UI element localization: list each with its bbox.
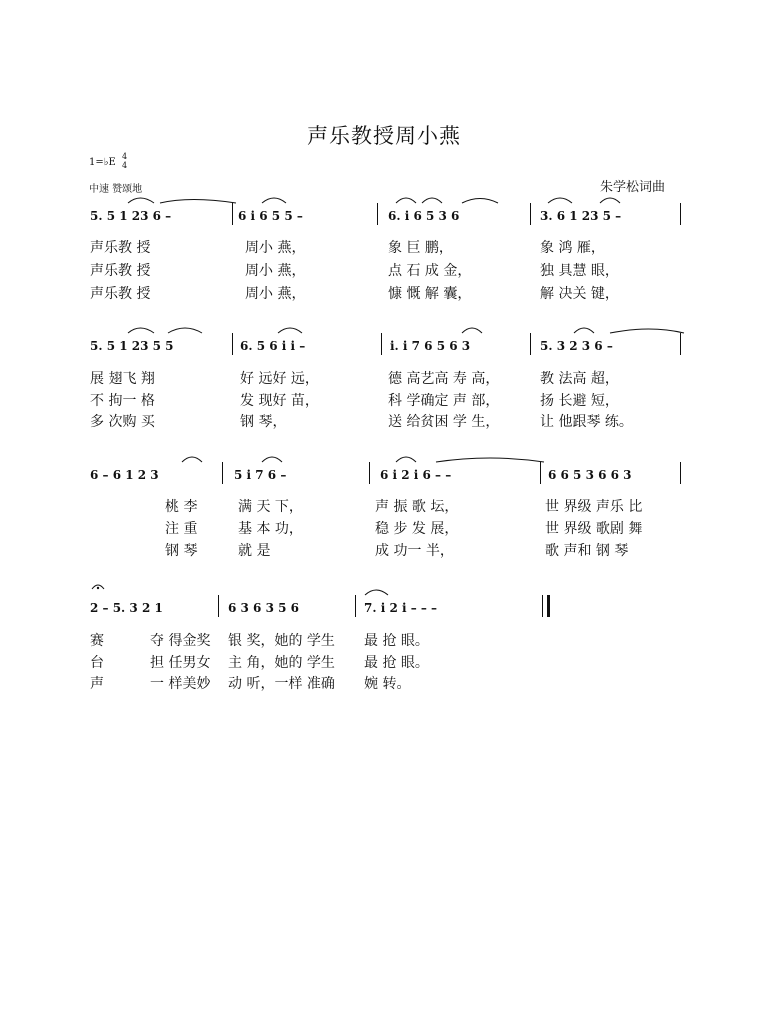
- notes-line3-m3: 6 i 2 i 6 – –: [380, 468, 452, 482]
- lyric-l2-v3-m3: 送 给贫困 学 生，: [388, 414, 500, 430]
- lyric-l3-v1-m3: 声 振 歌 坛，: [375, 499, 459, 515]
- lyric-l1-v3-m1: 声乐教 授: [90, 286, 151, 302]
- lyric-l3-v3-m4: 歌 声和 钢 琴: [545, 543, 629, 559]
- lyric-l1-v2-m3: 点 石 成 金，: [388, 263, 472, 279]
- lyric-l2-v1-m3: 德 高艺高 寿 高，: [388, 371, 500, 387]
- lyric-l3-v2-m4: 世 界级 歌剧 舞: [545, 521, 643, 537]
- composer-credit: 朱学松词曲: [600, 180, 666, 195]
- lyric-l4-v1-m4: 最 抢 眼。: [364, 633, 429, 649]
- lyric-l2-v2-m1: 不 拘一 格: [90, 393, 155, 409]
- lyric-l4-v2-m3: 主 角，她的 学生: [228, 655, 335, 671]
- lyric-l3-v2-m1: 注 重: [165, 521, 198, 537]
- lyric-l1-v3-m4: 解 决关 键，: [540, 286, 619, 302]
- lyric-l1-v1-m3: 象 巨 鹏，: [388, 240, 453, 256]
- lyric-l2-v3-m1: 多 次购 买: [90, 414, 155, 430]
- lyric-l1-v2-m2: 周小 燕，: [245, 263, 306, 279]
- notes-line2-m1: 5. 5 1 23 5 5: [90, 339, 174, 353]
- lyric-l4-v2-m2: 担 任男女: [150, 655, 211, 671]
- notes-line3-m2: 5 i 7 6 –: [234, 468, 287, 482]
- lyric-l4-v2-m4: 最 抢 眼。: [364, 655, 429, 671]
- lyric-l2-v1-m4: 教 法高 超，: [540, 371, 619, 387]
- lyric-l4-v3-m2: 一 样美妙: [150, 676, 211, 692]
- lyric-l2-v2-m4: 扬 长避 短，: [540, 393, 619, 409]
- notes-line2-m2: 6. 5 6 i i –: [240, 339, 306, 353]
- notes-line3-m4: 6 6 5 3 6 6 3: [548, 468, 632, 482]
- key-signature: 1=♭E: [89, 157, 116, 168]
- lyric-l1-v1-m2: 周小 燕，: [245, 240, 306, 256]
- lyric-l2-v3-m2: 钢 琴，: [240, 414, 287, 430]
- lyric-l3-v1-m1: 桃 李: [165, 499, 198, 515]
- notes-line1-m3: 6. i 6 5 3 6: [388, 209, 460, 223]
- lyric-l3-v3-m3: 成 功一 半，: [375, 543, 454, 559]
- lyric-l4-v2-m1: 台: [90, 655, 104, 671]
- lyric-l4-v3-m3: 动 听，一样 准确: [228, 676, 335, 692]
- lyric-l4-v1-m2: 夺 得金奖: [150, 633, 211, 649]
- lyric-l1-v1-m4: 象 鸿 雁，: [540, 240, 605, 256]
- notes-line4-m1: 2 – 5. 3 2 1: [90, 601, 163, 615]
- lyric-l4-v3-m4: 婉 转。: [364, 676, 411, 692]
- lyric-l3-v1-m2: 满 天 下，: [238, 499, 303, 515]
- lyric-l1-v3-m3: 慷 慨 解 囊，: [388, 286, 472, 302]
- lyric-l3-v1-m4: 世 界级 声乐 比: [545, 499, 643, 515]
- lyric-l2-v2-m3: 科 学确定 声 部，: [388, 393, 500, 409]
- lyric-l2-v2-m2: 发 现好 苗，: [240, 393, 319, 409]
- notes-line3-m1: 6 – 6 1 2 3: [90, 468, 159, 482]
- lyric-l3-v2-m3: 稳 步 发 展，: [375, 521, 459, 537]
- tempo-marking: 中速 赞颂地: [89, 184, 143, 195]
- notes-line4-m3: 7. i 2 i – – –: [364, 601, 438, 615]
- lyric-l1-v1-m1: 声乐教 授: [90, 240, 151, 256]
- time-signature-bottom: 4: [122, 161, 128, 170]
- notes-line1-m2: 6 i 6 5 5 –: [238, 209, 303, 223]
- lyric-l4-v3-m1: 声: [90, 676, 104, 692]
- lyric-l1-v2-m1: 声乐教 授: [90, 263, 151, 279]
- lyric-l2-v1-m1: 展 翅飞 翔: [90, 371, 155, 387]
- notes-line2-m3: i. i 7 6 5 6 3: [390, 339, 471, 353]
- time-signature-top: 4: [122, 152, 128, 161]
- lyric-l3-v2-m2: 基 本 功，: [238, 521, 303, 537]
- notes-line1-m4: 3. 6 1 23 5 –: [540, 209, 622, 223]
- notes-line2-m4: 5. 3 2 3 6 –: [540, 339, 613, 353]
- lyric-l1-v3-m2: 周小 燕，: [245, 286, 306, 302]
- lyric-l3-v3-m2: 就 是: [238, 543, 271, 559]
- lyric-l4-v1-m3: 银 奖，她的 学生: [228, 633, 335, 649]
- lyric-l3-v3-m1: 钢 琴: [165, 543, 198, 559]
- lyric-l2-v1-m2: 好 远好 远，: [240, 371, 319, 387]
- notes-line1-m1: 5. 5 1 23 6 –: [90, 209, 172, 223]
- lyric-l2-v3-m4: 让 他跟琴 练。: [540, 414, 633, 430]
- lyric-l1-v2-m4: 独 具慧 眼，: [540, 263, 619, 279]
- notes-line4-m2: 6 3 6 3 5 6: [228, 601, 299, 615]
- song-title: 声乐教授周小燕: [307, 124, 461, 148]
- lyric-l4-v1-m1: 赛: [90, 633, 104, 649]
